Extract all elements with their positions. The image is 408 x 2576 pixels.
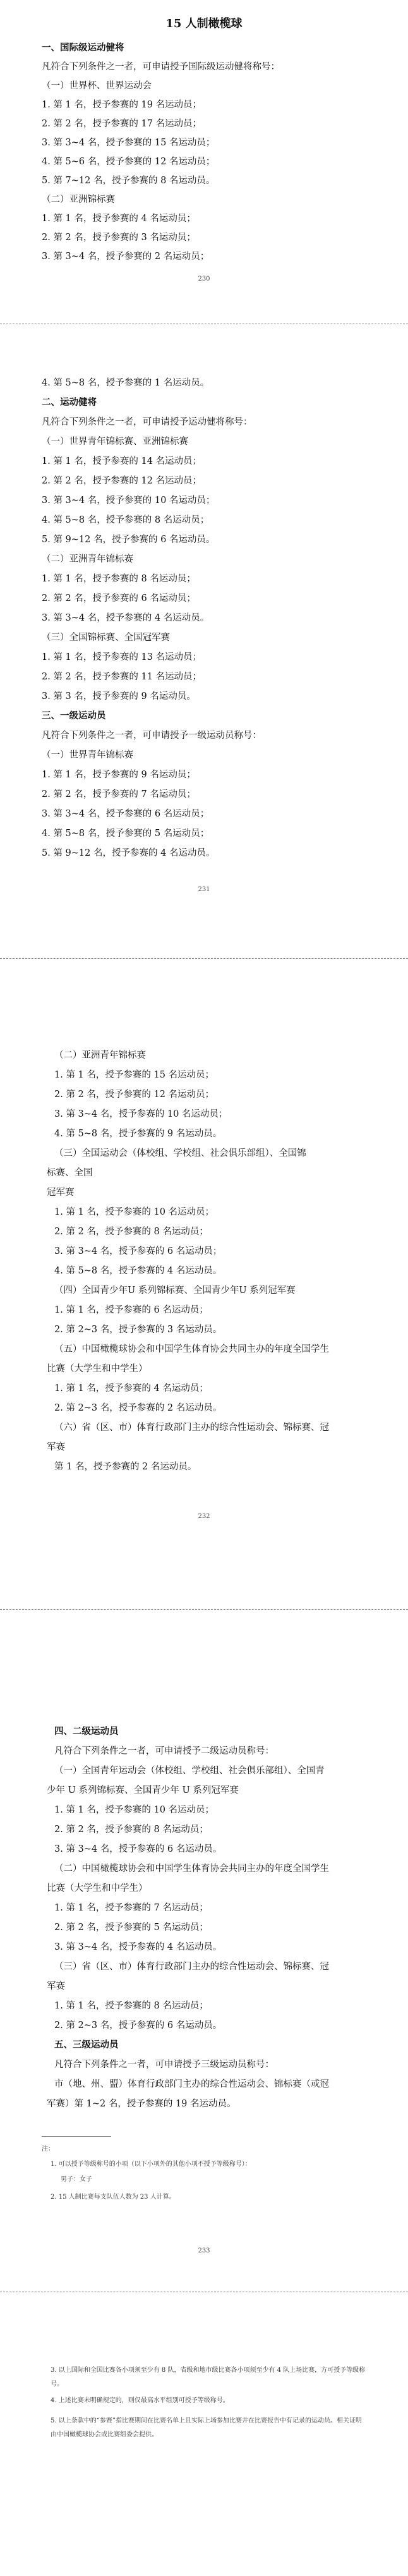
text-line: 5. 第 9~12 名，授予参赛的 6 名运动员。 [42,535,215,545]
text-line: 4. 第 5~8 名，授予参赛的 5 名运动员； [42,829,210,839]
text-line: （一）世界青年锦标赛、亚洲锦标赛 [42,437,188,447]
text-line: 凡符合下列条件之一者，可申请授予国际级运动健将称号： [42,62,280,72]
text-line: 2. 第 2~3 名，授予参赛的 6 名运动员。 [54,2020,222,2031]
footnote: 3. 以上国际和全国比赛各小项须至少有 8 队，省级和地市级比赛各小项须至少有 4 队上场比赛，方可授予等级称号。 [51,2367,366,2388]
text-line: 2. 第 2 名，授予参赛的 6 名运动员； [42,593,196,604]
text-line: 1. 第 1 名，授予参赛的 19 名运动员； [42,100,202,110]
footnote: 5. 以上条款中的“参赛”指比赛期间在比赛名单上且实际上场参加比赛并在比赛报告中有记录的运动员。相关证明由中国橄榄球协会或比赛组委会提供。 [51,2417,362,2438]
note-line: 男子：女子 [61,2176,92,2183]
text-line: 2. 第 2 名，授予参赛的 12 名运动员； [54,1090,215,1100]
footnote: 4. 上述比赛未明确规定的，则仅最高水平组别可授予等级称号。 [51,2397,229,2404]
page-number: 233 [198,2247,210,2254]
text-line: 5. 第 7~12 名，授予参赛的 8 名运动员。 [42,176,215,186]
text-line: 1. 第 1 名，授予参赛的 10 名运动员； [54,1805,215,1815]
text-line: 标赛、全国 [47,1168,93,1178]
text-line: （一）全国青年运动会（体校组、学校组、社会俱乐部组）、全国青 [54,1766,325,1776]
text-line: 3. 第 3~4 名，授予参赛的 10 名运动员； [54,1109,228,1119]
note-line: 2. 15 人制比赛每支队伍人数为 23 人计算。 [51,2194,176,2201]
text-line: 1. 第 1 名，授予参赛的 9 名运动员； [42,770,196,780]
page-separator [0,958,408,959]
text-line: 1. 第 1 名，授予参赛的 7 名运动员； [54,1903,208,1913]
text-line: 1. 第 1 名，授予参赛的 13 名运动员； [42,652,202,662]
text-line: 冠军赛 [47,1188,75,1198]
text-line: 凡符合下列条件之一者，可申请授予三级运动员称号： [54,2060,274,2070]
section-heading: 一、国际级运动健将 [42,42,124,53]
text-line: 少年 U 系列锦标赛、全国青少年 U 系列冠军赛 [47,1785,239,1795]
text-line: 4. 第 5~8 名，授予参赛的 8 名运动员； [42,515,210,525]
note-divider [42,2136,111,2137]
section-heading: 三、一级运动员 [42,710,106,721]
text-line: 3. 第 3~4 名，授予参赛的 4 名运动员。 [54,1942,222,1952]
text-line: （二）亚洲锦标赛 [42,195,115,205]
text-line: 4. 第 5~8 名，授予参赛的 9 名运动员。 [54,1129,222,1139]
text-line: 3. 第 3~4 名，授予参赛的 6 名运动员； [54,1246,222,1256]
text-line: 2. 第 2~3 名，授予参赛的 2 名运动员。 [54,1403,222,1413]
text-line: 2. 第 2 名，授予参赛的 8 名运动员； [54,1227,208,1237]
section-heading: 五、三级运动员 [54,2039,119,2050]
note-line: 注： [42,2146,54,2153]
text-line: 3. 第 3~4 名，授予参赛的 6 名运动员； [42,809,210,819]
text-line: 2. 第 2~3 名，授予参赛的 3 名运动员。 [54,1325,222,1335]
text-line: （五）中国橄榄球协会和中国学生体育协会共同主办的年度全国学生 [54,1344,329,1354]
text-line: 1. 第 1 名，授予参赛的 8 名运动员； [42,574,196,584]
text-line: 2. 第 2 名，授予参赛的 7 名运动员； [42,789,196,799]
text-line: （二）中国橄榄球协会和中国学生体育协会共同主办的年度全国学生 [54,1864,329,1874]
text-line: （二）亚洲青年锦标赛 [42,554,133,564]
text-line: 2. 第 2 名，授予参赛的 3 名运动员； [42,233,196,243]
section-heading: 二、运动健将 [42,397,97,408]
text-line: 比赛（大学生和中学生） [47,1883,148,1893]
text-line: 1. 第 1 名，授予参赛的 10 名运动员； [54,1207,215,1217]
text-line: （三）全国锦标赛、全国冠军赛 [42,633,170,643]
text-line: 5. 第 9~12 名，授予参赛的 4 名运动员。 [42,848,215,858]
text-line: 4. 第 5~6 名，授予参赛的 12 名运动员； [42,157,215,167]
text-line: 2. 第 2 名，授予参赛的 8 名运动员； [54,1825,208,1835]
text-line: （三）全国运动会（体校组、学校组、社会俱乐部组）、全国锦 [54,1148,306,1158]
document-title: 15 人制橄榄球 [165,17,243,30]
text-line: 凡符合下列条件之一者，可申请授予运动健将称号： [42,417,253,427]
text-line: 1. 第 1 名，授予参赛的 4 名运动员； [54,1383,208,1394]
text-line: （四）全国青少年U 系列锦标赛、全国青少年U 系列冠军赛 [54,1285,296,1296]
text-line: 2. 第 2 名，授予参赛的 5 名运动员； [54,1923,208,1933]
text-line: 3. 第 3~4 名，授予参赛的 2 名运动员； [42,252,210,262]
text-line: 4. 第 5~8 名，授予参赛的 1 名运动员。 [42,378,210,388]
text-line: 2. 第 2 名，授予参赛的 12 名运动员； [42,476,202,486]
text-line: 凡符合下列条件之一者，可申请授予二级运动员称号： [54,1746,274,1756]
text-line: 2. 第 2 名，授予参赛的 17 名运动员； [42,119,202,129]
text-line: （三）省（区、市）体育行政部门主办的综合性运动会、锦标赛、冠 [54,1962,329,1972]
text-line: （一）世界青年锦标赛 [42,750,133,760]
text-line: 1. 第 1 名，授予参赛的 8 名运动员； [54,2001,208,2011]
text-line: 2. 第 2 名，授予参赛的 11 名运动员； [42,672,202,682]
text-line: 比赛（大学生和中学生） [47,1364,148,1374]
text-line: 市（地、州、盟）体育行政部门主办的综合性运动会、锦标赛（或冠 [54,2079,329,2089]
section-heading: 四、二级运动员 [54,1726,119,1737]
text-line: 凡符合下列条件之一者，可申请授予一级运动员称号： [42,731,261,741]
text-line: 1. 第 1 名，授予参赛的 15 名运动员； [54,1070,215,1080]
page-number: 232 [198,1513,210,1520]
text-line: 1. 第 1 名，授予参赛的 14 名运动员； [42,456,202,466]
text-line: 军赛）第 1~2 名，授予参赛的 19 名运动员。 [47,2099,236,2109]
text-line: 军赛 [47,1981,65,1991]
text-line: 军赛 [47,1442,65,1452]
text-line: （二）亚洲青年锦标赛 [54,1050,146,1060]
text-line: （一）世界杯、世界运动会 [42,81,152,91]
text-line: 3. 第 3~4 名，授予参赛的 6 名运动员。 [54,1844,222,1854]
note-line: 1. 可以授予等级称号的小项（以下小项外的其他小项不授予等级称号）： [51,2161,251,2168]
page-number: 230 [198,276,210,283]
text-line: （六）省（区、市）体育行政部门主办的综合性运动会、锦标赛、冠 [54,1423,329,1433]
text-line: 第 1 名，授予参赛的 2 名运动员。 [54,1462,197,1472]
text-line: 3. 第 3~4 名，授予参赛的 4 名运动员。 [42,613,210,623]
page-separator [0,1609,408,1610]
text-line: 1. 第 1 名，授予参赛的 4 名运动员； [42,214,196,224]
text-line: 4. 第 5~8 名，授予参赛的 4 名运动员。 [54,1266,222,1276]
text-line: 3. 第 3~4 名，授予参赛的 15 名运动员； [42,138,215,148]
text-line: 1. 第 1 名，授予参赛的 6 名运动员； [54,1305,208,1315]
text-line: 3. 第 3~4 名，授予参赛的 10 名运动员； [42,495,215,506]
page-number: 231 [198,886,210,893]
text-line: 3. 第 3 名，授予参赛的 9 名运动员。 [42,691,196,702]
